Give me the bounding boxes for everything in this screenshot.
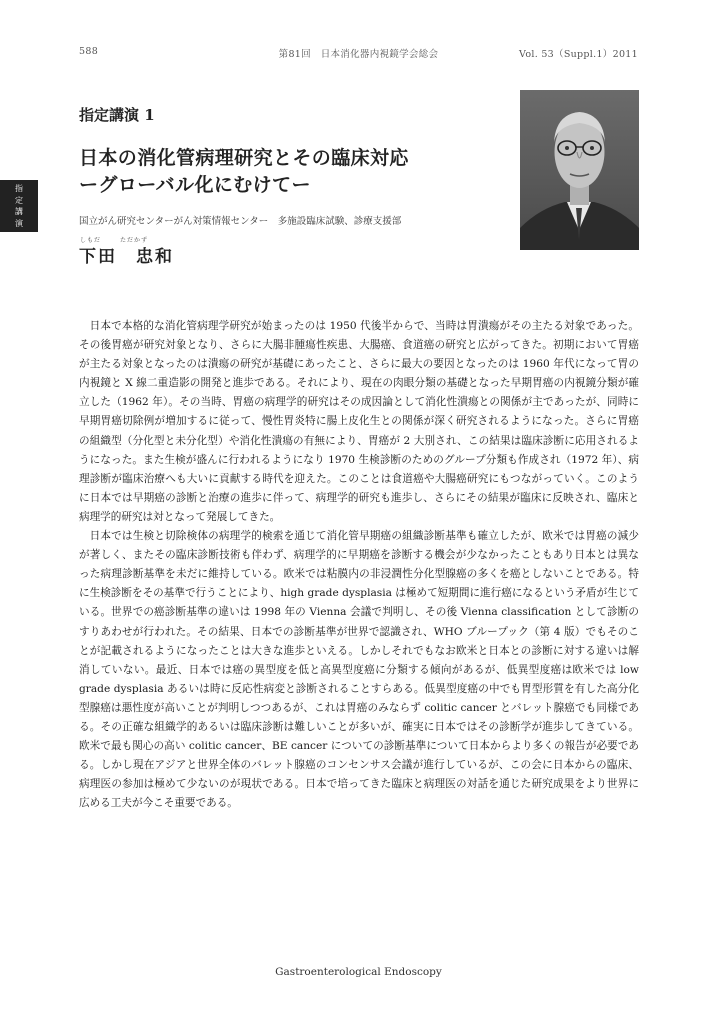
- body-paragraph: 日本では生検と切除検体の病理学的検索を通じて消化管早期癌の組織診断基準も確立したが、欧米では胃癌の減少が著しく、またその臨床診断技術も伴わず、病理学的に早期癌を診断する機会が少なかったこともあり日本とは異なった病理診断基準を未だに維持している。欧米では粘膜内の非浸潤性分化型腺癌の多くを癌としないことである。特に生検診断をその基準で行うことにより、high grade dysplasia は極めて短期間に進行癌になるという矛盾が生じている。世界での癌診断基準の違いは 1998 年の Vienna 会議で判明し、その後 Vienna classification として診断のすりあわせが行われた。その結果、日本での診断基準が世界で認識され、WHO ブループック（第 4 版）でもそのことが記載されるようになったことは大きな進歩といえる。しかしそれでもなお欧米と日本との診断に対する違いは解消していない。最近、日本では癌の異型度を低と高異型度癌に分類する傾向があるが、低異型度癌は欧米では low grade dysplasia あるいは時に反応性病変と診断されることすらある。低異型度癌の中でも胃型形質を有した高分化型腺癌は悪性度が高いことが判明しつつあるが、これは胃癌のみならず colitic cancer とバレット腺癌でも同様である。その正確な組織学的あるいは臨床診断は難しいことが多いが、確実に日本ではその診断学が進歩してきている。欧米で最も関心の高い colitic cancer、BE cancer についての診断基準について日本からより多くの報告が必要である。しかし現在アジアと世界全体のバレット腺癌のコンセンサス会議が進行しているが、この会に日本からの臨床、病理医の参加は極めて少ないのが現状である。日本で培ってきた臨床と病理医の対話を通じた研究成果をより世界に広める工夫が今こそ重要である。: [79, 530, 639, 810]
- author-givenname-ruby: ただかず: [120, 237, 149, 244]
- abstract-body: [79, 317, 639, 813]
- side-tab-char: 指: [15, 184, 23, 193]
- side-tab-char: 演: [15, 218, 23, 228]
- side-section-tab: [0, 180, 38, 232]
- article-title: 日本の消化管病理研究とその臨床対応: [79, 147, 409, 169]
- side-tab-char: 定: [15, 195, 23, 205]
- article-subtitle: ーグローバル化にむけてー: [79, 174, 311, 196]
- author-portrait: [520, 90, 639, 250]
- volume-header: Vol. 53（Suppl.1）2011: [519, 49, 638, 60]
- body-paragraph: 日本で本格的な消化管病理学研究が始まったのは 1950 代後半からで、当時は胃潰瘍がその主たる対象であった。その後胃癌が研究対象となり、さらに大腸非腫瘍性疾患、大腸癌、食道癌の研究と広がってきた。初期において胃癌が主たる対象となったのは潰瘍の研究が基礎にあったこと、さらに最大の要因となったのは 1960 年代になって胃の内視鏡と X 線二重造影の開発と進歩である。それにより、現在の肉眼分類の基礎となった早期胃癌の内視鏡分類が確立した（1962 年）。その当時、胃癌の病理学的研究はその成因論として消化性潰瘍との関係が主であったが、同時に早期胃癌切除例が増加するに従って、慢性胃炎特に腸上皮化生との関係が深く研究されるようになった。さらに胃癌の組織型（分化型と未分化型）や消化性潰瘍の有無により、胃癌が 2 大別され、この結果は臨床診断に応用されるようになった。また生検が盛んに行われるようになり 1970 生検診断のためのグループ分類も作成され（1972 年）、病理診断が臨床治療へも大いに貢献する時代を迎えた。このことは食道癌や大腸癌研究にもつながっていく。このように日本では早期癌の診断と治療の進歩に伴って、病理学的研究も進歩し、さらにその結果が臨床に反映され、臨床と病理学的研究は対となって発展してきた。: [79, 320, 639, 523]
- page-number: 588: [79, 46, 99, 57]
- section-label: 指定講演 1: [79, 106, 155, 124]
- author-surname-ruby: しもだ: [80, 237, 102, 244]
- author-name: 下田 忠和: [79, 247, 174, 267]
- side-tab-char: 講: [15, 207, 23, 216]
- portrait-illustration: [520, 90, 639, 250]
- conference-header: 第81回 日本消化器内視鏡学会総会: [278, 49, 439, 60]
- journal-footer: Gastroenterological Endoscopy: [275, 966, 442, 978]
- author-affiliation: 国立がん研究センターがん対策情報センター 多施設臨床試験、診療支援部: [79, 216, 402, 227]
